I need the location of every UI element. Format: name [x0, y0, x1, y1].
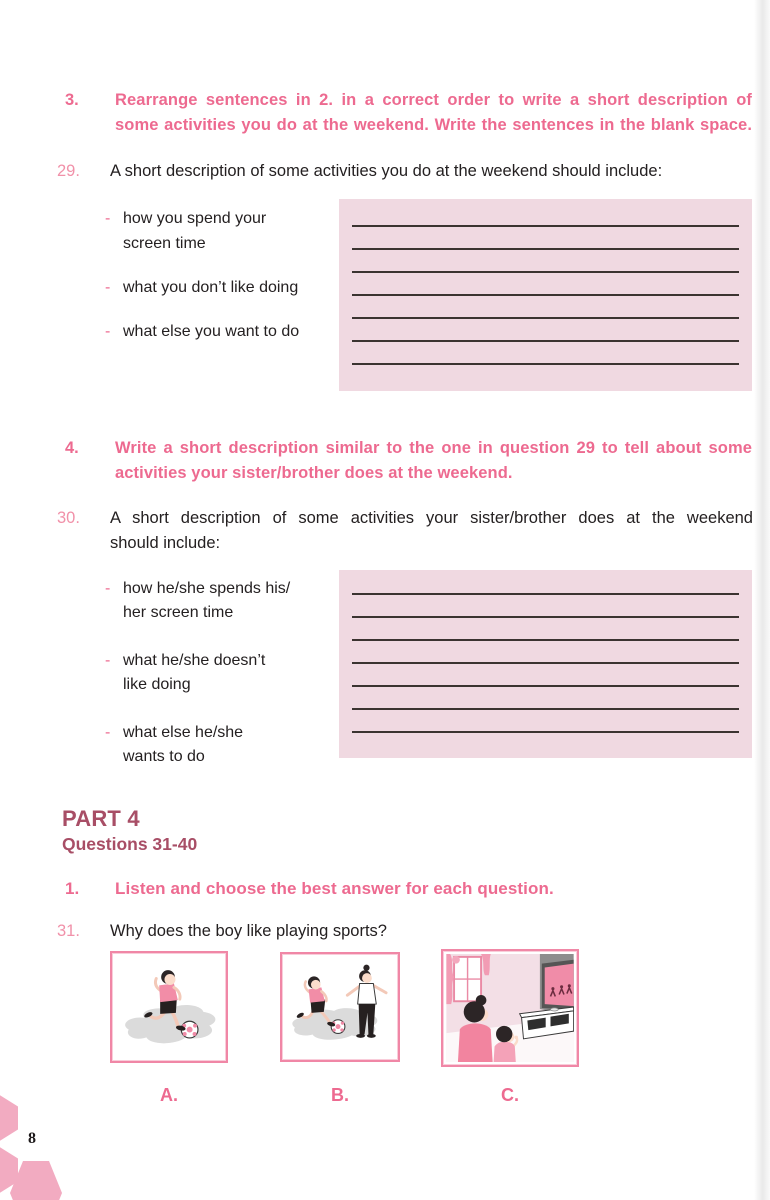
mother-and-child-watching-tv-illustration — [446, 954, 574, 1062]
bullet-text: what you don’t like doing — [123, 279, 299, 296]
page-edge-shadow — [754, 0, 770, 1200]
question-29-bullets — [105, 206, 337, 363]
bullet-text: what he/she doesn’t like doing — [123, 652, 266, 693]
page-number: 8 — [28, 1130, 36, 1147]
option-c-label: C. — [501, 1085, 519, 1105]
answer-rule-line — [352, 618, 739, 641]
answer-rule-line — [352, 273, 739, 296]
part-4-subtitle: Questions 31-40 — [62, 834, 198, 854]
question-line: A short description of some activities your sister/brother does at the weekend — [110, 509, 753, 527]
directive-line: activities your sister/brother does at the weekend. — [115, 464, 513, 482]
bullet-dash: - — [105, 210, 111, 227]
bullet-dash: - — [105, 724, 111, 741]
bullet-item — [105, 577, 337, 625]
question-31-text: Why does the boy like playing sports? — [110, 922, 387, 940]
bullet-text: how you spend your screen time — [123, 210, 267, 252]
question-30-bullets — [105, 577, 337, 793]
exercise-3-directive — [115, 88, 752, 138]
answer-rule-line — [352, 227, 739, 250]
question-29-number: 29. — [57, 162, 80, 180]
bullet-text: how he/she spends his/ her screen time — [123, 580, 291, 621]
answer-rule-line — [352, 664, 739, 687]
answer-box-question-30 — [339, 570, 752, 758]
bullet-item — [105, 721, 337, 769]
answer-rule-line — [352, 595, 739, 618]
answer-rule-line — [352, 204, 739, 227]
answer-rule-line — [352, 342, 739, 365]
answer-rule-line — [352, 572, 739, 595]
option-c-image — [441, 949, 579, 1067]
exercise-4-directive — [115, 436, 752, 486]
bullet-item — [105, 649, 337, 697]
option-a-image — [110, 951, 228, 1063]
directive-line: Write a short description similar to the one in question 29 to tell about some — [115, 439, 752, 457]
hexagon-decoration — [0, 1094, 18, 1142]
question-29-text: A short description of some activities you do at the weekend should include: — [110, 162, 663, 180]
question-30-number: 30. — [57, 509, 80, 527]
answer-rule-line — [352, 641, 739, 664]
answer-box-question-29 — [339, 199, 752, 391]
directive-line: Rearrange sentences in 2. in a correct order to write a short description of — [115, 91, 752, 109]
question-30-text — [110, 506, 753, 556]
bullet-item — [105, 275, 337, 300]
option-b-label: B. — [331, 1085, 349, 1105]
bullet-dash: - — [105, 580, 111, 597]
bullet-item — [105, 319, 337, 344]
part-4-title: PART 4 — [62, 806, 140, 831]
answer-rule-line — [352, 687, 739, 710]
bullet-text: what else you want to do — [123, 323, 300, 340]
bullet-dash: - — [105, 652, 111, 669]
exercise-1-directive: Listen and choose the best answer for each question. — [115, 879, 554, 898]
boy-and-mother-football-illustration — [285, 957, 395, 1057]
answer-rule-line — [352, 710, 739, 733]
directive-line: some activities you do at the weekend. Write the sentences in the blank space. — [115, 116, 752, 134]
question-line: should include: — [110, 534, 221, 552]
bullet-dash: - — [105, 323, 111, 340]
answer-rule-line — [352, 296, 739, 319]
bullet-text: what else he/she wants to do — [123, 724, 244, 765]
option-a-label: A. — [160, 1085, 178, 1105]
bullet-dash: - — [105, 279, 111, 296]
answer-rule-line — [352, 250, 739, 273]
question-31-number: 31. — [57, 922, 80, 940]
option-b-image — [280, 952, 400, 1062]
exercise-1-number: 1. — [65, 879, 80, 898]
boy-dribbling-football-illustration — [115, 956, 223, 1058]
exercise-3-number: 3. — [65, 91, 79, 109]
answer-rule-line — [352, 319, 739, 342]
exercise-4-number: 4. — [65, 439, 79, 457]
bullet-item — [105, 206, 337, 256]
